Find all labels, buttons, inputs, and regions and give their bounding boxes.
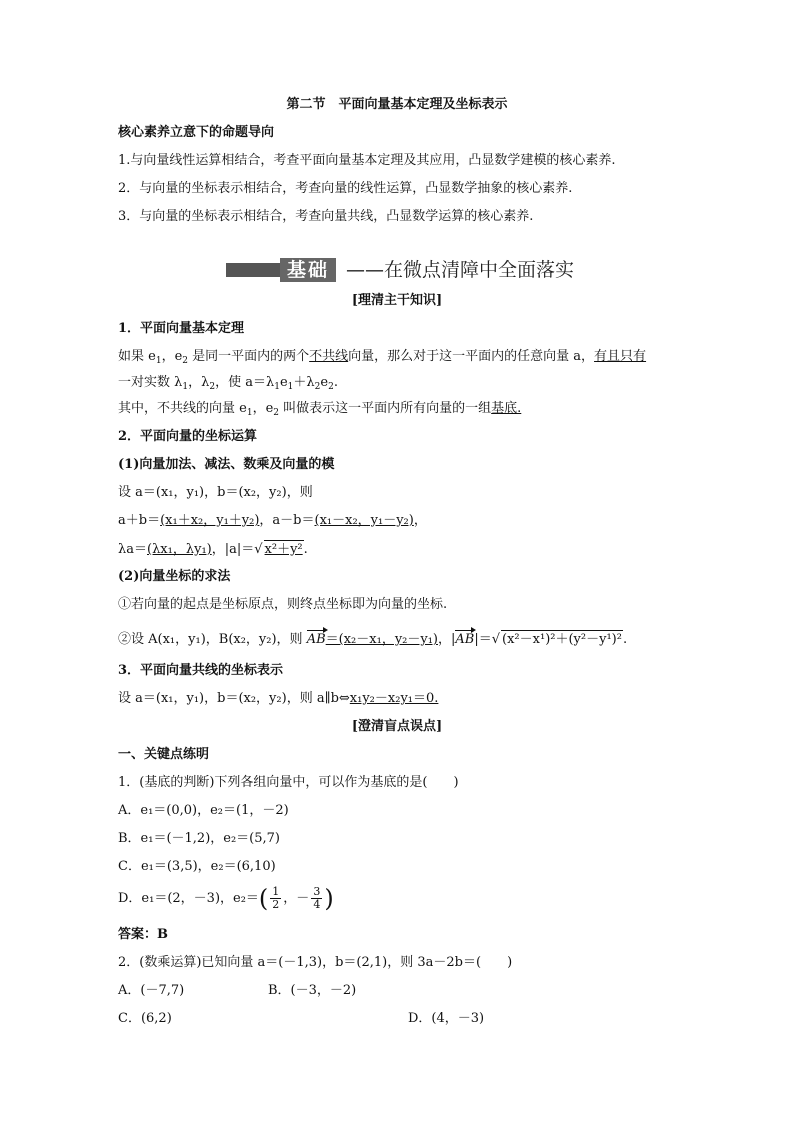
q1-answer: 答案：B — [118, 927, 168, 942]
q2-stem: 2．(数乘运算)已知向量 a＝(－1,3)，b＝(2,1)，则 3a－2b＝( ) — [118, 955, 513, 970]
q2-option-b: B．(－3，－2) — [268, 983, 357, 998]
k2-point-1: ①若向量的起点是坐标原点，则终点坐标即为向量的坐标. — [118, 597, 448, 612]
section-label-misconceptions: [澄清盲点误点] — [351, 719, 443, 734]
sqrt-sign: √ — [491, 632, 501, 647]
k2-heading: 2．平面向量的坐标运算 — [118, 429, 258, 444]
k2-scale-mod: λa＝(λx₁，λy₁)，|a|＝√ x²＋y². — [118, 542, 308, 557]
section-label-knowledge: [理清主干知识] — [351, 293, 443, 308]
k1-heading: 1．平面向量基本定理 — [118, 321, 245, 336]
k1-blank-noncollinear: 不共线 — [309, 349, 349, 364]
sqrt-sign: √ — [254, 542, 263, 557]
k2-point-2: ②设 A(x₁，y₁)，B(x₂，y₂)，则 AB＝(x₂－x₁，y₂－y₁)，|AB|＝√ (x²－x¹)²＋(y²－y¹)². — [118, 632, 628, 647]
k2-blank-ab-mod: (x²－x¹)²＋(y²－y¹)² — [502, 632, 622, 647]
k3-line: 设 a＝(x₁，y₁)，b＝(x₂，y₂)，则 a∥b⇔x₁y₂－x₂y₁＝0. — [118, 691, 439, 706]
vector-ab: AB — [306, 632, 326, 647]
vector-ab-mod: AB — [455, 632, 475, 647]
practice-heading: 一、关键点练明 — [118, 747, 210, 762]
guide-item-2: 2．与向量的坐标表示相结合，考查向量的线性运算，凸显数学抽象的核心素养. — [118, 181, 573, 196]
k1-line-3: 其中，不共线的向量 $e_1$，$e_2$ 叫做表示这一平面内所有向量的一组基底. — [118, 401, 522, 418]
q1-option-c: C．e₁＝(3,5)，e₂＝(6,10) — [118, 859, 276, 874]
banner-tagline: ——在微点清障中全面落实 — [346, 259, 575, 281]
k2-sub-2: (2)向量坐标的求法 — [118, 569, 231, 584]
k3-blank-collinear: x₁y₂－x₂y₁＝0. — [349, 691, 439, 706]
q1-stem: 1．(基底的判断)下列各组向量中，可以作为基底的是( ) — [118, 775, 459, 790]
k2-blank-mod: x²＋y² — [264, 542, 303, 557]
guide-item-3: 3．与向量的坐标表示相结合，考查向量共线，凸显数学运算的核心素养. — [118, 209, 534, 224]
k2-sub-1: (1)向量加法、减法、数乘及向量的模 — [118, 457, 335, 472]
q1-option-b: B．e₁＝(－1,2)，e₂＝(5,7) — [118, 831, 280, 846]
page-title: 第二节 平面向量基本定理及坐标表示 — [286, 97, 508, 112]
k2-blank-sub: (x₁－x₂，y₁－y₂) — [314, 513, 414, 528]
guide-item-1: 1.与向量线性运算相结合，考查平面向量基本定理及其应用，凸显数学建模的核心素养. — [118, 153, 616, 168]
k2-blank-add: (x₁＋x₂，y₁＋y₂) — [160, 513, 260, 528]
k1-line-2: 一对实数 $\lambda_1$，$\lambda_2$，使 $a=\lambda_1e_1+\lambda_2e_2$. — [118, 375, 338, 392]
k3-heading: 3．平面向量共线的坐标表示 — [118, 663, 284, 678]
k2-blank-scale: (λx₁，λy₁) — [147, 542, 212, 557]
q2-option-a: A．(－7,7) — [118, 983, 185, 998]
q2-option-d: D．(4，－3) — [408, 1011, 485, 1026]
q2-option-c: C．(6,2) — [118, 1011, 172, 1026]
banner-bar — [226, 263, 280, 277]
q1-option-d: D．e₁＝(2，－3)，e₂＝( $\frac{1}{2}$ ，－ $\frac{3}{4}$ ) — [118, 884, 334, 913]
k1-blank-unique: 有且只有 — [594, 349, 647, 364]
k2-setup: 设 a＝(x₁，y₁)，b＝(x₂，y₂)，则 — [118, 485, 313, 500]
fraction-half: $\frac{1}{2}$ — [272, 885, 280, 911]
q1-option-a: A．e₁＝(0,0)，e₂＝(1，－2) — [118, 803, 289, 818]
banner-badge: 基础 — [280, 258, 336, 282]
k2-blank-ab: ＝(x₂－x₁，y₂－y₁) — [325, 632, 438, 647]
k1-line-1: 如果 $e_1$，$e_2$ 是同一平面内的两个不共线向量，那么对于这一平面内的任意向量 a，有且只有 — [118, 349, 647, 366]
guide-heading: 核心素养立意下的命题导向 — [118, 125, 275, 140]
fraction-three-quarters: $\frac{3}{4}$ — [313, 885, 321, 911]
k2-add-sub: a＋b＝(x₁＋x₂，y₁＋y₂)，a－b＝(x₁－x₂，y₁－y₂)， — [118, 513, 427, 528]
k1-blank-basis: 基底. — [491, 401, 522, 416]
